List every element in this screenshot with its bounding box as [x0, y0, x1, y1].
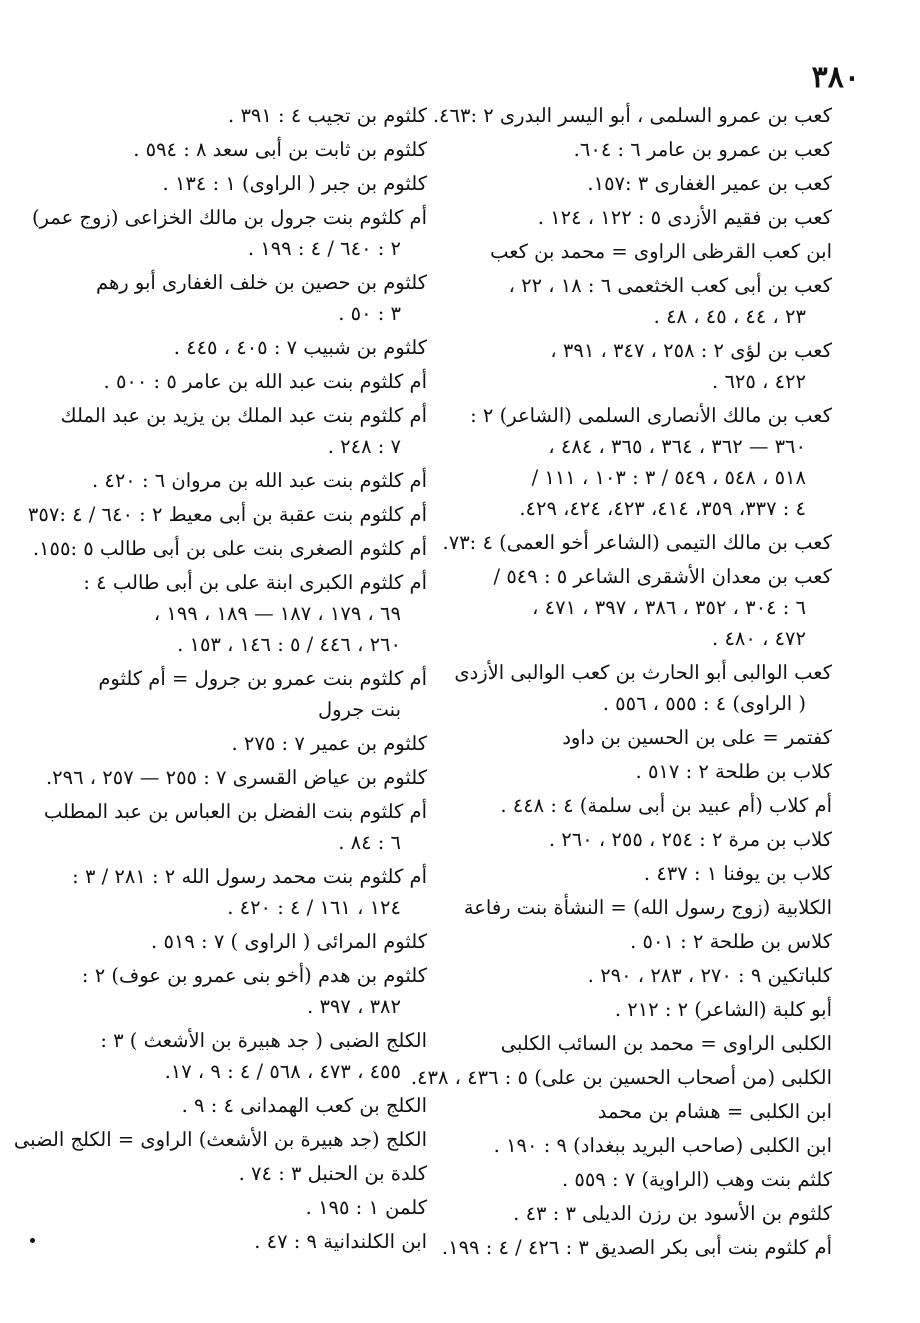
index-column-left — [13, 100, 427, 1260]
entry-line: كلثوم بن جبر ( الراوى) ١ : ١٣٤ . — [162, 172, 427, 195]
entry-line: كلاس بن طلحة ٢ : ٥٠١ . — [630, 930, 832, 953]
entry-line: كلاب بن مرة ٢ : ٢٥٤ ، ٢٥٥ ، ٢٦٠ . — [548, 828, 832, 851]
index-entry — [454, 657, 832, 719]
entry-line: الكلج بن كعب الهمدانى ٤ : ٩ . — [181, 1094, 427, 1117]
entry-line: أم كلثوم الصغرى بنت على بن أبى طالب ٥ :١٥٥. — [32, 537, 427, 560]
entry-line: كلثوم بن ثابت بن أبى سعد ٨ : ٥٩٤ . — [133, 138, 427, 161]
entry-line: كلثوم بن شبيب ٧ : ٤٠٥ ، ٤٤٥ . — [173, 336, 427, 359]
index-entry — [55, 168, 427, 199]
index-entry — [460, 926, 832, 957]
entry-line: كعب بن أبى كعب الخثعمى ٦ : ١٨ ، ٢٢ ، — [508, 274, 832, 297]
entry-continuation-line: ( الراوى) ٤ : ٥٥٥ ، ٥٥٦ . — [602, 692, 806, 715]
index-entry — [55, 567, 427, 660]
entry-line: أم كلثوم بنت عمرو بن جرول = أم كلثوم — [98, 667, 427, 690]
entry-line: كعب بن معدان الأشقرى الشاعر ٥ : ٥٤٩ / — [493, 565, 832, 588]
index-entry — [13, 1124, 427, 1155]
index-entry — [31, 202, 427, 264]
index-entry — [55, 332, 427, 363]
index-entry — [460, 236, 832, 267]
entry-line: أم كلثوم بنت الفضل بن العباس بن عبد المطلب — [43, 800, 427, 823]
entry-line: كعب بن مالك الأنصارى السلمى (الشاعر) ٢ : — [470, 404, 832, 427]
entry-line: كلثوم بن هدم (أخو بنى عمرو بن عوف) ٢ : — [81, 964, 427, 987]
entry-line: الكلج الضبى ( جد هبيرة بن الأشعث ) ٣ : — [100, 1029, 427, 1052]
entry-line: كلثم بنت وهب (الراوية) ٧ : ٥٥٩ . — [561, 1168, 832, 1191]
entry-line: أم كلاب (أم عبيد بن أبى سلمة) ٤ : ٤٤٨ . — [500, 794, 832, 817]
entry-line: كلثوم بن عمير ٧ : ٢٧٥ . — [231, 732, 427, 755]
index-entry — [460, 1028, 832, 1059]
index-entry — [460, 858, 832, 889]
entry-line: كلدة بن الحنبل ٣ : ٧٤ . — [238, 1162, 427, 1185]
index-entry — [55, 728, 427, 759]
index-entry — [43, 796, 427, 858]
index-entry — [441, 1232, 832, 1263]
entry-continuation-line: ٣٦٠ — ٣٦٢ ، ٣٦٤ ، ٣٦٥ ، ٤٨٤ ، — [548, 435, 806, 458]
index-entry — [460, 960, 832, 991]
index-entry — [55, 1158, 427, 1189]
index-entry — [460, 1164, 832, 1195]
entry-line: كلثوم بن حصين بن خلف الغفارى أبو رهم — [96, 271, 427, 294]
entry-line: كعب بن لؤى ٢ : ٢٥٨ ، ٣٤٧ ، ٣٩١ ، — [550, 339, 832, 362]
entry-continuation-line: ٢٦٠ ، ٤٤٦ / ٥ : ١٤٦ ، ١٥٣ . — [177, 633, 401, 656]
entry-continuation-line: ٣ : ٥٠ . — [338, 302, 401, 325]
entry-continuation-line: ٦ : ٨٤ . — [338, 831, 401, 854]
index-entry — [460, 790, 832, 821]
index-entry — [460, 722, 832, 753]
index-entry — [460, 270, 832, 332]
index-entry — [460, 1130, 832, 1161]
index-entry — [460, 335, 832, 397]
entry-continuation-line: ٦ : ٣٠٤ ، ٣٥٢ ، ٣٨٦ ، ٣٩٧ ، ٤٧١ ، — [532, 596, 806, 619]
entry-line: كعب الوالبى أبو الحارث بن كعب الوالبى الأزدى — [454, 661, 832, 684]
entry-line: الكلبى (من أصحاب الحسين بن على) ٥ : ٤٣٦ ، ٤٣٨. — [410, 1066, 832, 1089]
index-entry — [55, 267, 427, 329]
entry-line: كلاب بن يوفنا ١ : ٤٣٧ . — [643, 862, 832, 885]
entry-line: أم كلثوم بنت عبد الله بن مروان ٦ : ٤٢٠ . — [91, 469, 427, 492]
index-entry — [460, 168, 832, 199]
entry-line: أم كلثوم بنت محمد رسول الله ٢ : ٢٨١ / ٣ : — [72, 865, 427, 888]
entry-continuation-line: ٧ : ٢٤٨ . — [327, 435, 401, 458]
entry-line: أم كلثوم بنت عقبة بن أبى معيط ٢ : ٦٤٠ / ٤ :٣٥٧ — [27, 503, 427, 526]
entry-line: أم كلثوم بنت جرول بن مالك الخزاعى (زوج عمر) — [31, 206, 427, 229]
entry-line: كلثوم بن الأسود بن رزن الديلى ٣ : ٤٣ . — [513, 1202, 832, 1225]
entry-line: كعب بن مالك التيمى (الشاعر أخو العمى) ٤ :٧٣. — [442, 531, 832, 554]
index-entry — [55, 100, 427, 131]
index-entry — [55, 400, 427, 462]
entry-line: كعب بن عمرو السلمى ، أبو اليسر البدرى ٢ :٤٦٣. — [432, 104, 832, 127]
entry-line: ابن كعب القرظى الراوى = محمد بن كعب — [490, 240, 832, 263]
page-number: ٣٨٠ — [811, 60, 860, 95]
index-entry — [460, 1096, 832, 1127]
entry-line: كلثوم بن عياض القسرى ٧ : ٢٥٥ — ٢٥٧ ، ٢٩٦. — [45, 766, 427, 789]
index-entry — [460, 892, 832, 923]
entry-line: أبو كلبة (الشاعر) ٢ : ٢١٢ . — [614, 998, 832, 1021]
index-entry — [460, 1198, 832, 1229]
entry-line: ابن الكلبى (صاحب البريد ببغداد) ٩ : ١٩٠ . — [493, 1134, 832, 1157]
index-entry — [460, 994, 832, 1025]
index-entry — [460, 202, 832, 233]
entry-line: كلثوم المرائى ( الراوى ) ٧ : ٥١٩ . — [151, 930, 427, 953]
index-entry — [432, 100, 832, 131]
index-entry — [410, 1062, 832, 1093]
entry-continuation-line: ٤ : ٣٣٧، ٣٥٩، ٤١٤، ٤٢٣، ٤٢٤، ٤٢٩. — [519, 497, 806, 520]
entry-line: كلاب بن طلحة ٢ : ٥١٧ . — [635, 760, 832, 783]
index-entry — [460, 134, 832, 165]
index-column-right — [410, 100, 832, 1266]
entry-line: كعب بن عمير الغفارى ٣ :١٥٧. — [587, 172, 832, 195]
index-entry — [442, 527, 832, 558]
index-entry — [55, 663, 427, 725]
entry-continuation-line: ٣٨٢ ، ٣٩٧ . — [307, 995, 401, 1018]
index-entry — [460, 400, 832, 524]
entry-continuation-line: ٥١٨ ، ٥٤٨ ، ٥٤٩ / ٣ : ١٠٣ ، ١١١ / — [531, 466, 806, 489]
entry-line: أم كلثوم الكبرى ابنة على بن أبى طالب ٤ : — [83, 571, 427, 594]
entry-line: الكلج (جد هبيرة بن الأشعث) الراوى = الكلج الضبى — [13, 1128, 427, 1151]
index-entry — [32, 533, 427, 564]
entry-continuation-line: ٤٢٢ ، ٦٢٥ . — [712, 370, 806, 393]
index-entry — [55, 1025, 427, 1087]
entry-line: الكلابية (زوج رسول الله) = النشأة بنت رفاعة — [463, 896, 832, 919]
entry-continuation-line: ٢٣ ، ٤٤ ، ٤٥ ، ٤٨ . — [653, 305, 806, 328]
entry-line: الكلبى الراوى = محمد بن السائب الكلبى — [500, 1032, 832, 1055]
entry-continuation-line: ٦٩ ، ١٧٩ ، ١٨٧ — ١٨٩ ، ١٩٩ ، — [153, 602, 401, 625]
index-entry — [460, 756, 832, 787]
entry-line: كفتمر = على بن الحسين بن داود — [562, 726, 832, 749]
index-entry — [55, 1090, 427, 1121]
entry-line: أم كلثوم بنت أبى بكر الصديق ٣ : ٤٢٦ / ٤ : ١٩٩. — [441, 1236, 832, 1259]
entry-continuation-line: ٤٧٢ ، ٤٨٠ . — [712, 627, 806, 650]
entry-line: أم كلثوم بنت عبد الملك بن يزيد بن عبد الملك — [60, 404, 427, 427]
index-entry — [55, 926, 427, 957]
entry-line: أم كلثوم بنت عبد الله بن عامر ٥ : ٥٠٠ . — [103, 370, 427, 393]
index-entry — [55, 861, 427, 923]
entry-continuation-line: ٤٥٥ ، ٤٧٣ ، ٥٦٨ / ٤ : ٩ ، ١٧. — [164, 1060, 401, 1083]
index-entry — [55, 134, 427, 165]
entry-continuation-line: ١٢٤ ، ١٦١ / ٤ : ٤٢٠ . — [227, 896, 401, 919]
entry-continuation-line: ٢ : ٦٤٠ / ٤ : ١٩٩ . — [247, 237, 401, 260]
entry-line: كعب بن عمرو بن عامر ٦ : ٦٠٤. — [573, 138, 832, 161]
index-entry — [55, 1226, 427, 1257]
index-entry — [460, 561, 832, 654]
index-entry — [45, 762, 427, 793]
index-entry — [55, 960, 427, 1022]
entry-line: ابن الكلندانية ٩ : ٤٧ . — [254, 1230, 427, 1253]
entry-line: ابن الكلبى = هشام بن محمد — [597, 1100, 832, 1123]
stray-mark — [30, 1238, 35, 1243]
entry-line: كعب بن فقيم الأزدى ٥ : ١٢٢ ، ١٢٤ . — [537, 206, 832, 229]
index-entry — [55, 465, 427, 496]
index-entry — [55, 366, 427, 397]
entry-line: كلثوم بن تجيب ٤ : ٣٩١ . — [228, 104, 427, 127]
entry-continuation-line: بنت جرول — [317, 698, 401, 721]
entry-line: كلمن ١ : ١٩٥ . — [305, 1196, 427, 1219]
index-entry — [460, 824, 832, 855]
index-entry — [55, 1192, 427, 1223]
index-entry — [27, 499, 427, 530]
entry-line: كلباتكين ٩ : ٢٧٠ ، ٢٨٣ ، ٢٩٠ . — [587, 964, 832, 987]
